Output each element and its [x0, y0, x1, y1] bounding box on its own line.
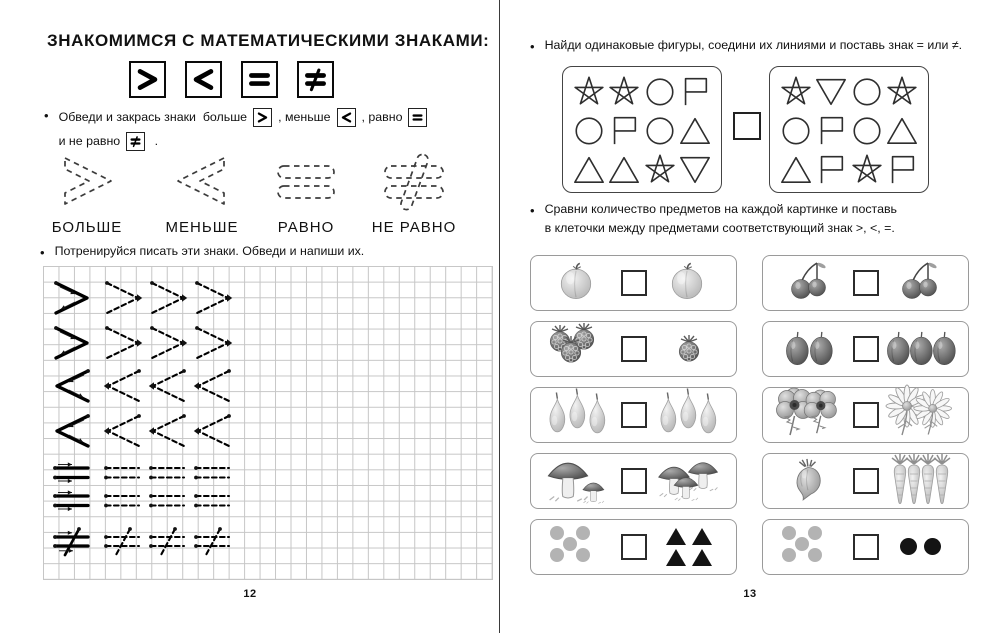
instruction-compare-quantities	[530, 200, 980, 237]
sign-glyph	[134, 66, 161, 93]
instruction-segment: .	[151, 133, 159, 148]
trace-column-greater	[31, 150, 143, 237]
practice-sign-equals-example	[52, 464, 92, 482]
bullet-icon: •	[40, 245, 45, 260]
answer-box[interactable]	[853, 270, 879, 296]
triangle-up-icon[interactable]	[779, 152, 813, 186]
flag-icon[interactable]	[814, 113, 848, 147]
triangle-down-icon[interactable]	[814, 74, 848, 108]
beet-group	[773, 454, 847, 508]
mushroom-group	[652, 454, 726, 508]
answer-box[interactable]	[621, 336, 647, 362]
practice-sign-less-dashed[interactable]	[148, 368, 188, 404]
triangle-up-icon[interactable]	[678, 113, 712, 147]
gray-dot-group	[773, 520, 847, 574]
compare-cards-grid	[530, 255, 970, 585]
dashed-less-sign[interactable]	[146, 150, 258, 214]
instruction-text: Найди одинаковые фигуры, соедини их линиями и поставь знак = или ≠.	[544, 38, 963, 52]
instruction-trace-and-fill	[44, 105, 474, 153]
practice-sign-greater-dashed[interactable]	[193, 325, 233, 361]
practice-sign-less-example	[52, 413, 92, 449]
triangle-down-icon[interactable]	[678, 152, 712, 186]
carrot-group	[884, 454, 958, 508]
practice-sign-equals-dashed[interactable]	[103, 464, 143, 482]
sign-glyph	[129, 135, 142, 148]
practice-sign-not-equal-dashed[interactable]	[148, 527, 188, 557]
raspberry-group	[652, 322, 726, 376]
instruction-text: Сравни количество предметов на каждой картинке и поставь в клеточки между предметами соответствующий знак >, <, =.	[544, 202, 897, 235]
sign-glyph	[302, 66, 329, 93]
instruction-find-identical	[530, 36, 980, 58]
compare-card	[530, 321, 737, 377]
instruction-segment: , равно	[361, 109, 403, 124]
instruction-text	[59, 105, 431, 153]
sign-box-not-equal	[297, 61, 334, 98]
gray-dot-group	[541, 520, 615, 574]
sign-glyph	[411, 111, 424, 124]
practice-sign-greater-dashed[interactable]	[103, 280, 143, 316]
answer-box[interactable]	[853, 534, 879, 560]
circle-icon[interactable]	[850, 74, 884, 108]
mini-sign-box-less	[337, 108, 356, 127]
sign-box-equals	[241, 61, 278, 98]
triangle-up-icon[interactable]	[607, 152, 641, 186]
practice-sign-equals-dashed[interactable]	[193, 464, 233, 482]
pear-group	[652, 388, 726, 442]
circle-icon[interactable]	[779, 113, 813, 147]
cherry-pair-group	[884, 256, 958, 310]
compare-card	[762, 519, 969, 575]
practice-sign-equals-example	[52, 492, 92, 510]
practice-sign-not-equal-dashed[interactable]	[193, 527, 233, 557]
flag-icon[interactable]	[607, 113, 641, 147]
dashed-equals-sign[interactable]	[250, 150, 362, 214]
star-icon[interactable]	[850, 152, 884, 186]
compare-card	[762, 321, 969, 377]
answer-box[interactable]	[621, 468, 647, 494]
circle-icon[interactable]	[643, 113, 677, 147]
practice-sign-equals-dashed[interactable]	[148, 464, 188, 482]
instruction-practice-writing	[40, 242, 480, 264]
circle-icon[interactable]	[572, 113, 606, 147]
practice-sign-less-dashed[interactable]	[103, 413, 143, 449]
practice-sign-greater-dashed[interactable]	[148, 280, 188, 316]
page-title: ЗНАКОМИМСЯ С МАТЕМАТИЧЕСКИМИ ЗНАКАМИ:	[47, 31, 490, 50]
instruction-segment: , меньше	[278, 109, 331, 124]
trace-column-less	[146, 150, 258, 237]
compare-card	[530, 255, 737, 311]
practice-sign-greater-dashed[interactable]	[148, 325, 188, 361]
trace-column-equals	[250, 150, 362, 237]
practice-sign-less-dashed[interactable]	[193, 368, 233, 404]
sign-glyph	[256, 111, 269, 124]
page-13	[500, 0, 1000, 634]
bullet-icon: •	[44, 108, 49, 123]
circle-icon[interactable]	[643, 74, 677, 108]
practice-sign-greater-dashed[interactable]	[103, 325, 143, 361]
sign-label: НЕ РАВНО	[371, 219, 457, 236]
answer-box[interactable]	[621, 534, 647, 560]
page-number: 12	[243, 588, 257, 600]
bullet-icon: •	[530, 39, 535, 54]
apple-group	[541, 256, 615, 310]
flag-icon[interactable]	[885, 152, 919, 186]
mini-sign-box-not-equal	[126, 132, 145, 151]
instruction-segment: Обведи и закрась знаки больше	[58, 109, 248, 124]
shape-box-right	[769, 66, 929, 193]
sign-box-greater	[129, 61, 166, 98]
circle-icon[interactable]	[850, 113, 884, 147]
practice-sign-less-example	[52, 368, 92, 404]
compare-card	[530, 453, 737, 509]
practice-sign-equals-dashed[interactable]	[148, 492, 188, 510]
compare-card	[530, 387, 737, 443]
poppy-group	[773, 388, 847, 442]
compare-card	[762, 453, 969, 509]
practice-sign-not-equal-dashed[interactable]	[103, 527, 143, 557]
answer-box[interactable]	[733, 112, 761, 140]
answer-box[interactable]	[621, 402, 647, 428]
practice-sign-less-dashed[interactable]	[103, 368, 143, 404]
bullet-icon: •	[530, 203, 535, 218]
mini-sign-box-greater	[253, 108, 272, 127]
sign-glyph	[340, 111, 353, 124]
trace-column-not-equal	[358, 150, 470, 237]
compare-card	[530, 519, 737, 575]
cherry-pair-group	[773, 256, 847, 310]
practice-sign-not-equal-example	[52, 527, 92, 557]
daisy-group	[884, 388, 958, 442]
star-icon[interactable]	[779, 74, 813, 108]
star-icon[interactable]	[572, 74, 606, 108]
plum-group	[884, 322, 958, 376]
compare-card	[762, 255, 969, 311]
dashed-greater-sign[interactable]	[31, 150, 143, 214]
pear-group	[541, 388, 615, 442]
answer-box[interactable]	[621, 270, 647, 296]
answer-box[interactable]	[853, 336, 879, 362]
plum-group	[773, 322, 847, 376]
shape-box-left	[562, 66, 722, 193]
practice-sign-greater-example	[52, 280, 92, 316]
black-triangle-group	[652, 520, 726, 574]
sign-glyph	[246, 66, 273, 93]
sign-label: БОЛЬШЕ	[51, 219, 123, 236]
sign-boxes-row	[129, 61, 334, 98]
flag-icon[interactable]	[814, 152, 848, 186]
practice-sign-equals-dashed[interactable]	[103, 492, 143, 510]
mini-sign-box-equals	[408, 108, 427, 127]
flag-icon[interactable]	[678, 74, 712, 108]
triangle-up-icon[interactable]	[885, 113, 919, 147]
practice-sign-greater-example	[52, 325, 92, 361]
raspberry-group	[541, 322, 615, 376]
sign-label: МЕНЬШЕ	[165, 219, 239, 236]
practice-sign-equals-dashed[interactable]	[193, 492, 233, 510]
dashed-not-equal-sign[interactable]	[358, 150, 470, 214]
answer-box[interactable]	[853, 402, 879, 428]
practice-writing-grid[interactable]	[43, 266, 493, 580]
mushroom-group	[541, 454, 615, 508]
instruction-text: Потренируйся писать эти знаки. Обведи и напиши их.	[54, 244, 365, 258]
sign-label: РАВНО	[277, 219, 335, 236]
star-icon[interactable]	[607, 74, 641, 108]
page-number: 13	[743, 588, 757, 600]
black-dot-group	[884, 520, 958, 574]
practice-sign-greater-dashed[interactable]	[193, 280, 233, 316]
star-icon[interactable]	[643, 152, 677, 186]
instruction-segment: и не равно	[58, 133, 121, 148]
sign-box-less	[185, 61, 222, 98]
practice-sign-less-dashed[interactable]	[193, 413, 233, 449]
apple-group	[652, 256, 726, 310]
answer-box[interactable]	[853, 468, 879, 494]
star-icon[interactable]	[885, 74, 919, 108]
triangle-up-icon[interactable]	[572, 152, 606, 186]
compare-card	[762, 387, 969, 443]
sign-glyph	[190, 66, 217, 93]
practice-sign-less-dashed[interactable]	[148, 413, 188, 449]
